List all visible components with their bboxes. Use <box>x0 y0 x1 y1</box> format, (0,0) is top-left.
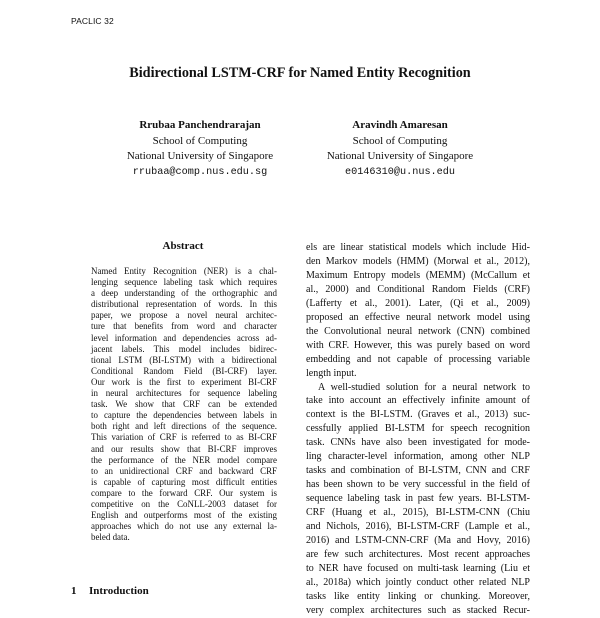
paper-title: Bidirectional LSTM-CRF for Named Entity Recognition <box>129 65 471 81</box>
text-line: embedding and not capable of processing variable <box>306 353 530 365</box>
venue-header: PACLIC 32 <box>71 16 114 26</box>
text-line: al., 2000) and Conditional Random Fields (CRF) <box>306 283 530 295</box>
author-name: Aravindh Amaresan <box>352 119 448 131</box>
text-line: length input. <box>306 367 357 379</box>
text-line: are few such architectures. Most recent approaches <box>306 548 530 560</box>
section-number: 1 <box>71 585 77 597</box>
text-line: al., 2018a) which jointly conduct other related NLP <box>306 576 530 588</box>
text-line: with CRF. However, this was purely based on word <box>306 339 530 351</box>
text-line: sequence labeling task in past few years. BI-LSTM- <box>306 493 530 505</box>
text-line: task. We show that CRF can be extended <box>91 399 277 410</box>
body-column-right <box>306 241 530 618</box>
text-line: jacent labels. This model includes bidirec- <box>91 343 277 354</box>
text-line: distributional representation of words. In this <box>91 299 277 310</box>
author-org: National University of Singapore <box>126 150 274 162</box>
text-line: ture that benefits from word and character <box>91 321 277 332</box>
author-block-1 <box>100 118 300 180</box>
text-line: beled data. <box>91 532 130 543</box>
text-line: has been shown to be very successful in the field of <box>306 479 530 491</box>
text-line: to an unidirectional CRF and backward CRF <box>91 465 277 476</box>
author-org: National University of Singapore <box>326 150 474 162</box>
text-line: This variation of CRF is referred to as BI-CRF <box>91 432 277 443</box>
text-line: tasks and combination of BI-LSTM, CNN and CRF <box>306 465 530 477</box>
text-line: is capable of capturing most difficult entities <box>91 476 277 487</box>
text-line: the Convolutional neural network (CNN) combined <box>306 325 530 337</box>
text-line: Conditional Random Field (BI-CRF) layer. <box>91 365 277 376</box>
text-line: 2016) and LSTM-CNN-CRF (Ma and Hovy, 2016) <box>306 535 530 547</box>
text-line: paper, we propose a novel neural architec- <box>91 310 277 321</box>
text-line: proposed an effective neural network model using <box>306 311 530 323</box>
text-line: very complex architectures such as stacked Recur- <box>306 604 530 616</box>
text-line: A well-studied solution for a neural network to <box>318 381 530 393</box>
text-line: den Markov models (HMM) (Morwal et al., 2012), <box>306 255 530 267</box>
text-line: tional LSTM (BI-LSTM) with a bidirectional <box>91 354 277 365</box>
text-line: Named Entity Recognition (NER) is a chal- <box>91 266 277 276</box>
author-block-2 <box>300 118 500 180</box>
author-dept: School of Computing <box>152 134 248 147</box>
text-line: in neural architectures for sequence labeling <box>91 388 277 399</box>
abstract-heading: Abstract <box>162 240 204 252</box>
text-line: ling character-level information, among other NLP <box>306 451 530 463</box>
text-line: level information and dependencies across ad- <box>91 332 277 343</box>
section-title: Introduction <box>89 585 149 597</box>
text-line: approaches which do not use any external la- <box>91 521 277 532</box>
text-line: English and outperforms most of the existing <box>91 510 277 521</box>
text-line: task. CNNs have also been investigated for mode- <box>306 437 530 449</box>
text-line: compare to the forward CRF. Our system is <box>91 487 277 498</box>
text-line: context is the BI-LSTM. (Graves et al., 2013) suc- <box>306 409 530 421</box>
text-line: take into account an effectively infinite amount of <box>306 395 530 407</box>
text-line: els are linear statistical models which include Hid- <box>306 242 530 253</box>
author-email: rrubaa@comp.nus.edu.sg <box>132 166 268 178</box>
text-line: CRF (Huang et al., 2015), BI-LSTM-CNN (Chiu <box>306 507 530 519</box>
text-line: Maximum Entropy models (MEMM) (McCallum et <box>306 269 530 281</box>
text-line: Our work is the first to experiment BI-CRF <box>91 376 277 387</box>
text-line: the performance of the NER model compare <box>91 454 277 465</box>
section-heading-introduction <box>71 585 149 597</box>
author-dept: School of Computing <box>352 134 448 147</box>
text-line: to NER have focused on multi-task learning (Liu et <box>306 562 530 574</box>
text-line: and our results show that BI-CRF improves <box>91 443 277 454</box>
text-line: cessfully applied BI-LSTM for speech recognition <box>306 423 530 435</box>
author-name: Rrubaa Panchendrarajan <box>139 119 261 131</box>
text-line: tasks like entity linking or chunking. Moreover, <box>306 590 530 602</box>
author-email: e0146310@u.nus.edu <box>344 166 456 178</box>
text-line: (Lafferty et al., 2001). Later, (Qi et al., 2009) <box>306 297 530 309</box>
text-line: lenging sequence labeling task which requires <box>91 277 277 288</box>
text-line: to capture the dependencies between labels in <box>91 410 277 421</box>
text-line: a deep understanding of the orthographic and <box>91 288 277 299</box>
abstract-body <box>91 266 277 543</box>
text-line: competitive on the CoNLL-2003 dataset for <box>91 498 277 509</box>
text-line: both right and left directions of the sequence. <box>91 421 277 432</box>
text-line: and Nichols, 2016), BI-LSTM-CRF (Lample et al., <box>306 521 530 533</box>
